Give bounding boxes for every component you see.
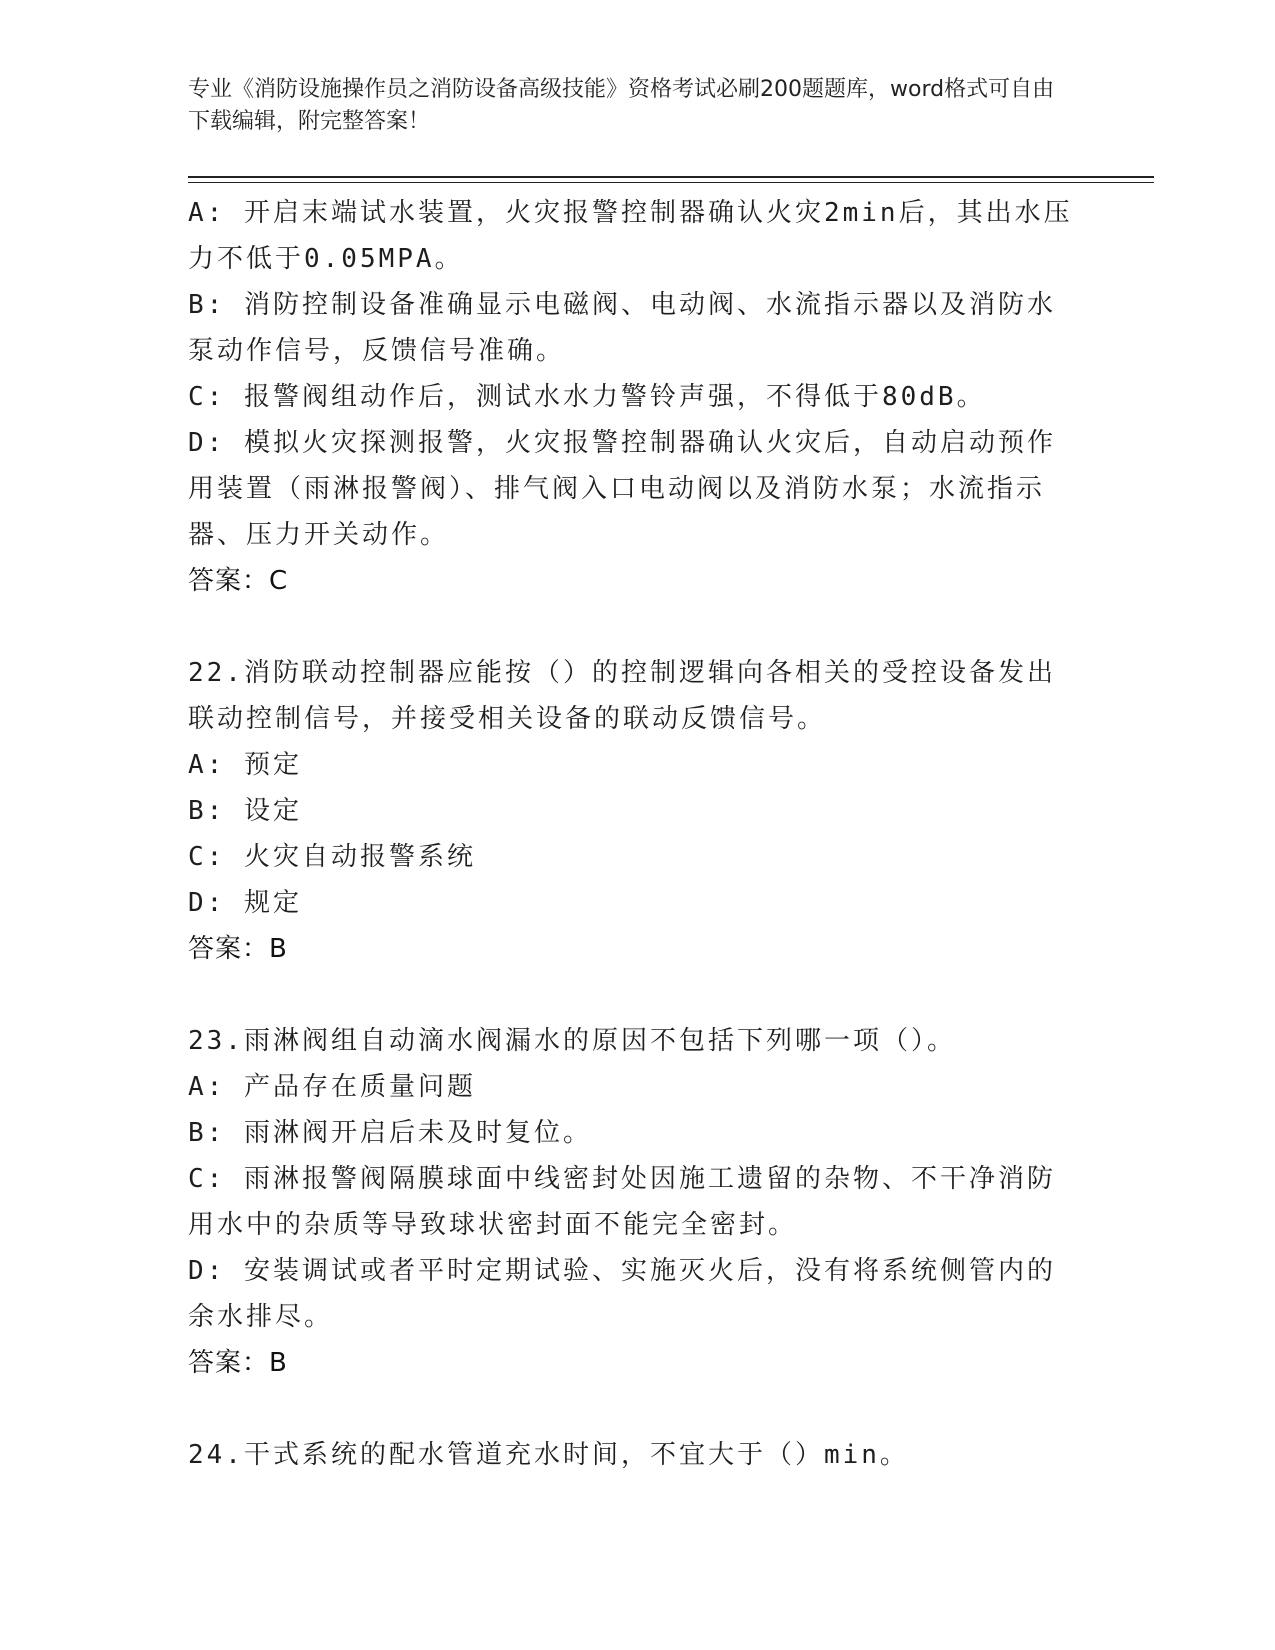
spacer — [188, 604, 1078, 650]
header-title: 专业《消防设施操作员之消防设备高级技能》资格考试必刷200题题库，word格式可自由下载编辑，附完整答案！ — [188, 77, 1055, 134]
document-header — [188, 74, 1068, 138]
option-d: D: 安装调试或者平时定期试验、实施灭火后，没有将系统侧管内的余水排尽。 — [188, 1256, 1056, 1332]
header-divider-thin — [188, 182, 1154, 183]
header-divider — [188, 176, 1154, 178]
question-21 — [188, 190, 1078, 604]
question-22 — [188, 650, 1078, 972]
answer: 答案：C — [188, 566, 289, 596]
question-stem: 23.雨淋阀组自动滴水阀漏水的原因不包括下列哪一项（）。 — [188, 1026, 956, 1056]
option-c: C: 报警阀组动作后，测试水水力警铃声强，不得低于80dB。 — [188, 382, 986, 412]
question-23 — [188, 1018, 1078, 1386]
question-24 — [188, 1432, 1078, 1478]
question-stem: 24.干式系统的配水管道充水时间，不宜大于（）min。 — [188, 1440, 909, 1470]
option-d: D: 模拟火灾探测报警，火灾报警控制器确认火灾后，自动启动预作用装置（雨淋报警阀）、排气阀入口电动阀以及消防水泵；水流指示器、压力开关动作。 — [188, 428, 1056, 550]
option-a: A: 预定 — [188, 750, 302, 780]
option-b: B: 雨淋阀开启后未及时复位。 — [188, 1118, 592, 1148]
option-b: B: 消防控制设备准确显示电磁阀、电动阀、水流指示器以及消防水泵动作信号，反馈信号准确。 — [188, 290, 1056, 366]
option-b: B: 设定 — [188, 796, 302, 826]
spacer — [188, 972, 1078, 1018]
answer: 答案：B — [188, 934, 288, 964]
question-stem: 22.消防联动控制器应能按（）的控制逻辑向各相关的受控设备发出联动控制信号，并接受相关设备的联动反馈信号。 — [188, 658, 1056, 734]
spacer — [188, 1386, 1078, 1432]
answer: 答案：B — [188, 1348, 288, 1378]
option-a: A: 产品存在质量问题 — [188, 1072, 476, 1102]
option-a: A: 开启末端试水装置，火灾报警控制器确认火灾2min后，其出水压力不低于0.05MPA。 — [188, 198, 1073, 274]
question-content — [188, 190, 1078, 1478]
option-c: C: 雨淋报警阀隔膜球面中线密封处因施工遗留的杂物、不干净消防用水中的杂质等导致球状密封面不能完全密封。 — [188, 1164, 1056, 1240]
option-c: C: 火灾自动报警系统 — [188, 842, 476, 872]
option-d: D: 规定 — [188, 888, 302, 918]
